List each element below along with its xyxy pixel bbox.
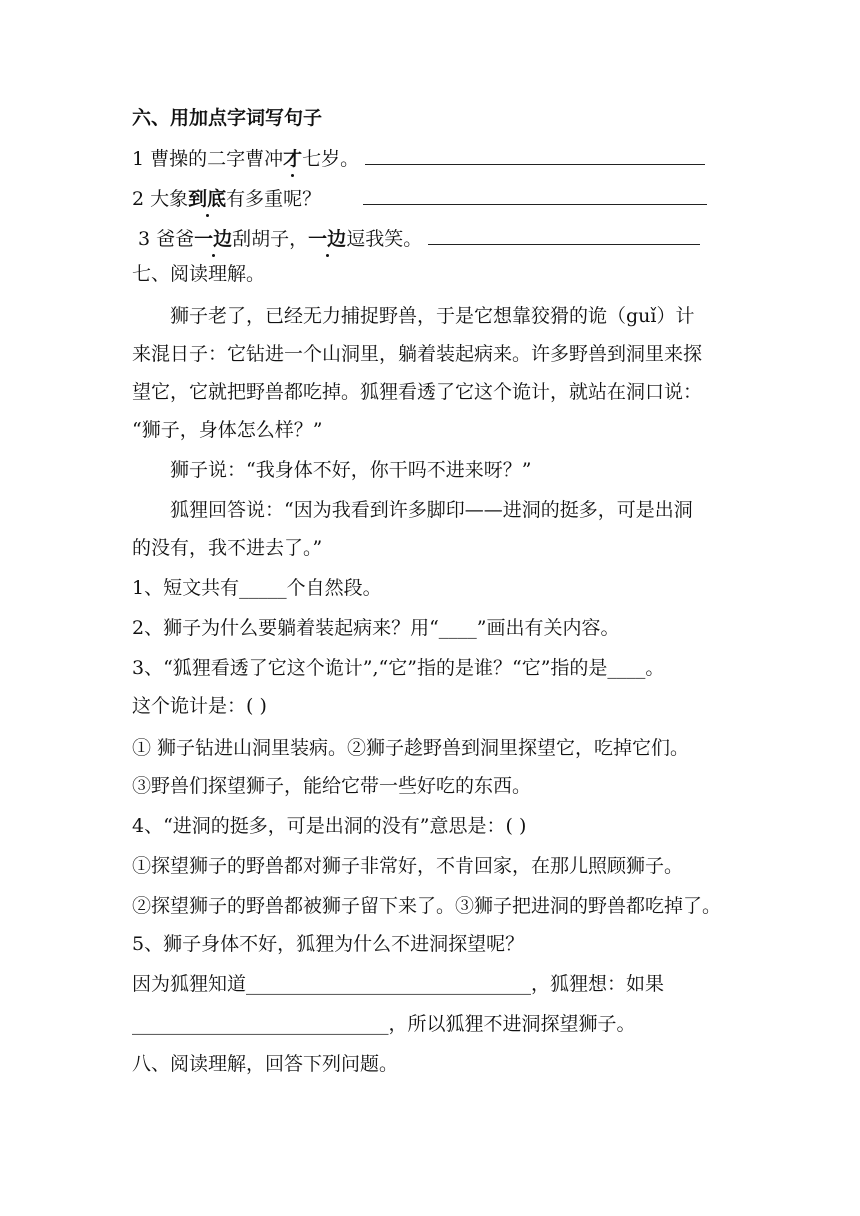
question-7-5-blank-1[interactable]: 因为狐狸知道______________________________，狐狸想：如果	[132, 973, 665, 995]
question-6-2	[132, 186, 707, 211]
q6-3-dotted-word-2: 一边	[308, 228, 347, 250]
passage-line: “狮子，身体怎么样？”	[132, 419, 323, 441]
question-7-2[interactable]: 2、狮子为什么要躺着装起病来？用“____”画出有关内容。	[132, 617, 620, 639]
question-7-5: 5、狮子身体不好，狐狸为什么不进洞探望呢？	[132, 933, 525, 955]
question-6-1	[132, 146, 705, 171]
q6-2-suffix: 有多重呢？	[226, 188, 322, 210]
question-7-4-options-b: ②探望狮子的野兽都被狮子留下来了。③狮子把进洞的野兽都吃掉了。	[132, 895, 722, 917]
passage-line: 的没有，我不进去了。”	[132, 537, 323, 559]
section-seven-title: 七、阅读理解。	[132, 263, 266, 285]
passage-line: 望它，它就把野兽都吃掉。狐狸看透了它这个诡计，就站在洞口说：	[132, 381, 703, 403]
q6-2-dotted-word: 到底	[188, 188, 227, 210]
passage-line: 来混日子：它钻进一个山洞里，躺着装起病来。许多野兽到洞里来探	[132, 343, 703, 365]
q6-3-suffix: 逗我笑。	[346, 228, 423, 250]
q6-3-answer-line[interactable]	[428, 226, 700, 245]
q6-1-dotted-word: 才	[283, 148, 303, 170]
question-7-5-blank-2[interactable]: ___________________________，所以狐狸不进洞探望狮子。	[132, 1013, 636, 1035]
question-6-3	[138, 226, 700, 251]
question-7-3[interactable]: 3、“狐狸看透了它这个诡计”,“它”指的是谁？“它”指的是____。	[132, 657, 665, 679]
section-eight-title: 八、阅读理解，回答下列问题。	[132, 1053, 399, 1075]
question-7-3-options-b: ③野兽们探望狮子，能给它带一些好吃的东西。	[132, 775, 532, 797]
section-six-title: 六、用加点字词写句子	[132, 107, 323, 129]
question-7-4[interactable]: 4、“进洞的挺多，可是出洞的没有”意思是：( )	[132, 815, 527, 837]
q6-1-prefix: 1 曹操的二字曹冲	[132, 148, 284, 170]
q6-1-answer-line[interactable]	[365, 146, 705, 165]
q6-2-answer-line[interactable]	[363, 186, 707, 205]
q6-1-suffix: 七岁。	[302, 148, 360, 170]
question-7-3-options-a: ① 狮子钻进山洞里装病。②狮子趁野兽到洞里探望它，吃掉它们。	[132, 737, 690, 759]
q6-3-middle: 刮胡子，	[232, 228, 309, 250]
passage-line: 狐狸回答说：“因为我看到许多脚印——进洞的挺多，可是出洞	[170, 499, 693, 521]
passage-line: 狮子说：“我身体不好，你干吗不进来呀？”	[170, 459, 532, 481]
q6-2-prefix: 2 大象	[132, 188, 189, 210]
passage-line: 狮子老了，已经无力捕捉野兽，于是它想靠狡猾的诡（guǐ）计	[170, 305, 695, 327]
question-7-4-options-a: ①探望狮子的野兽都对狮子非常好，不肯回家，在那儿照顾狮子。	[132, 855, 684, 877]
question-7-1[interactable]: 1、短文共有_____个自然段。	[132, 577, 382, 599]
question-7-3-choice-prompt[interactable]: 这个诡计是：( )	[132, 695, 267, 717]
q6-3-prefix: 3 爸爸	[138, 228, 195, 250]
q6-3-dotted-word-1: 一边	[194, 228, 233, 250]
